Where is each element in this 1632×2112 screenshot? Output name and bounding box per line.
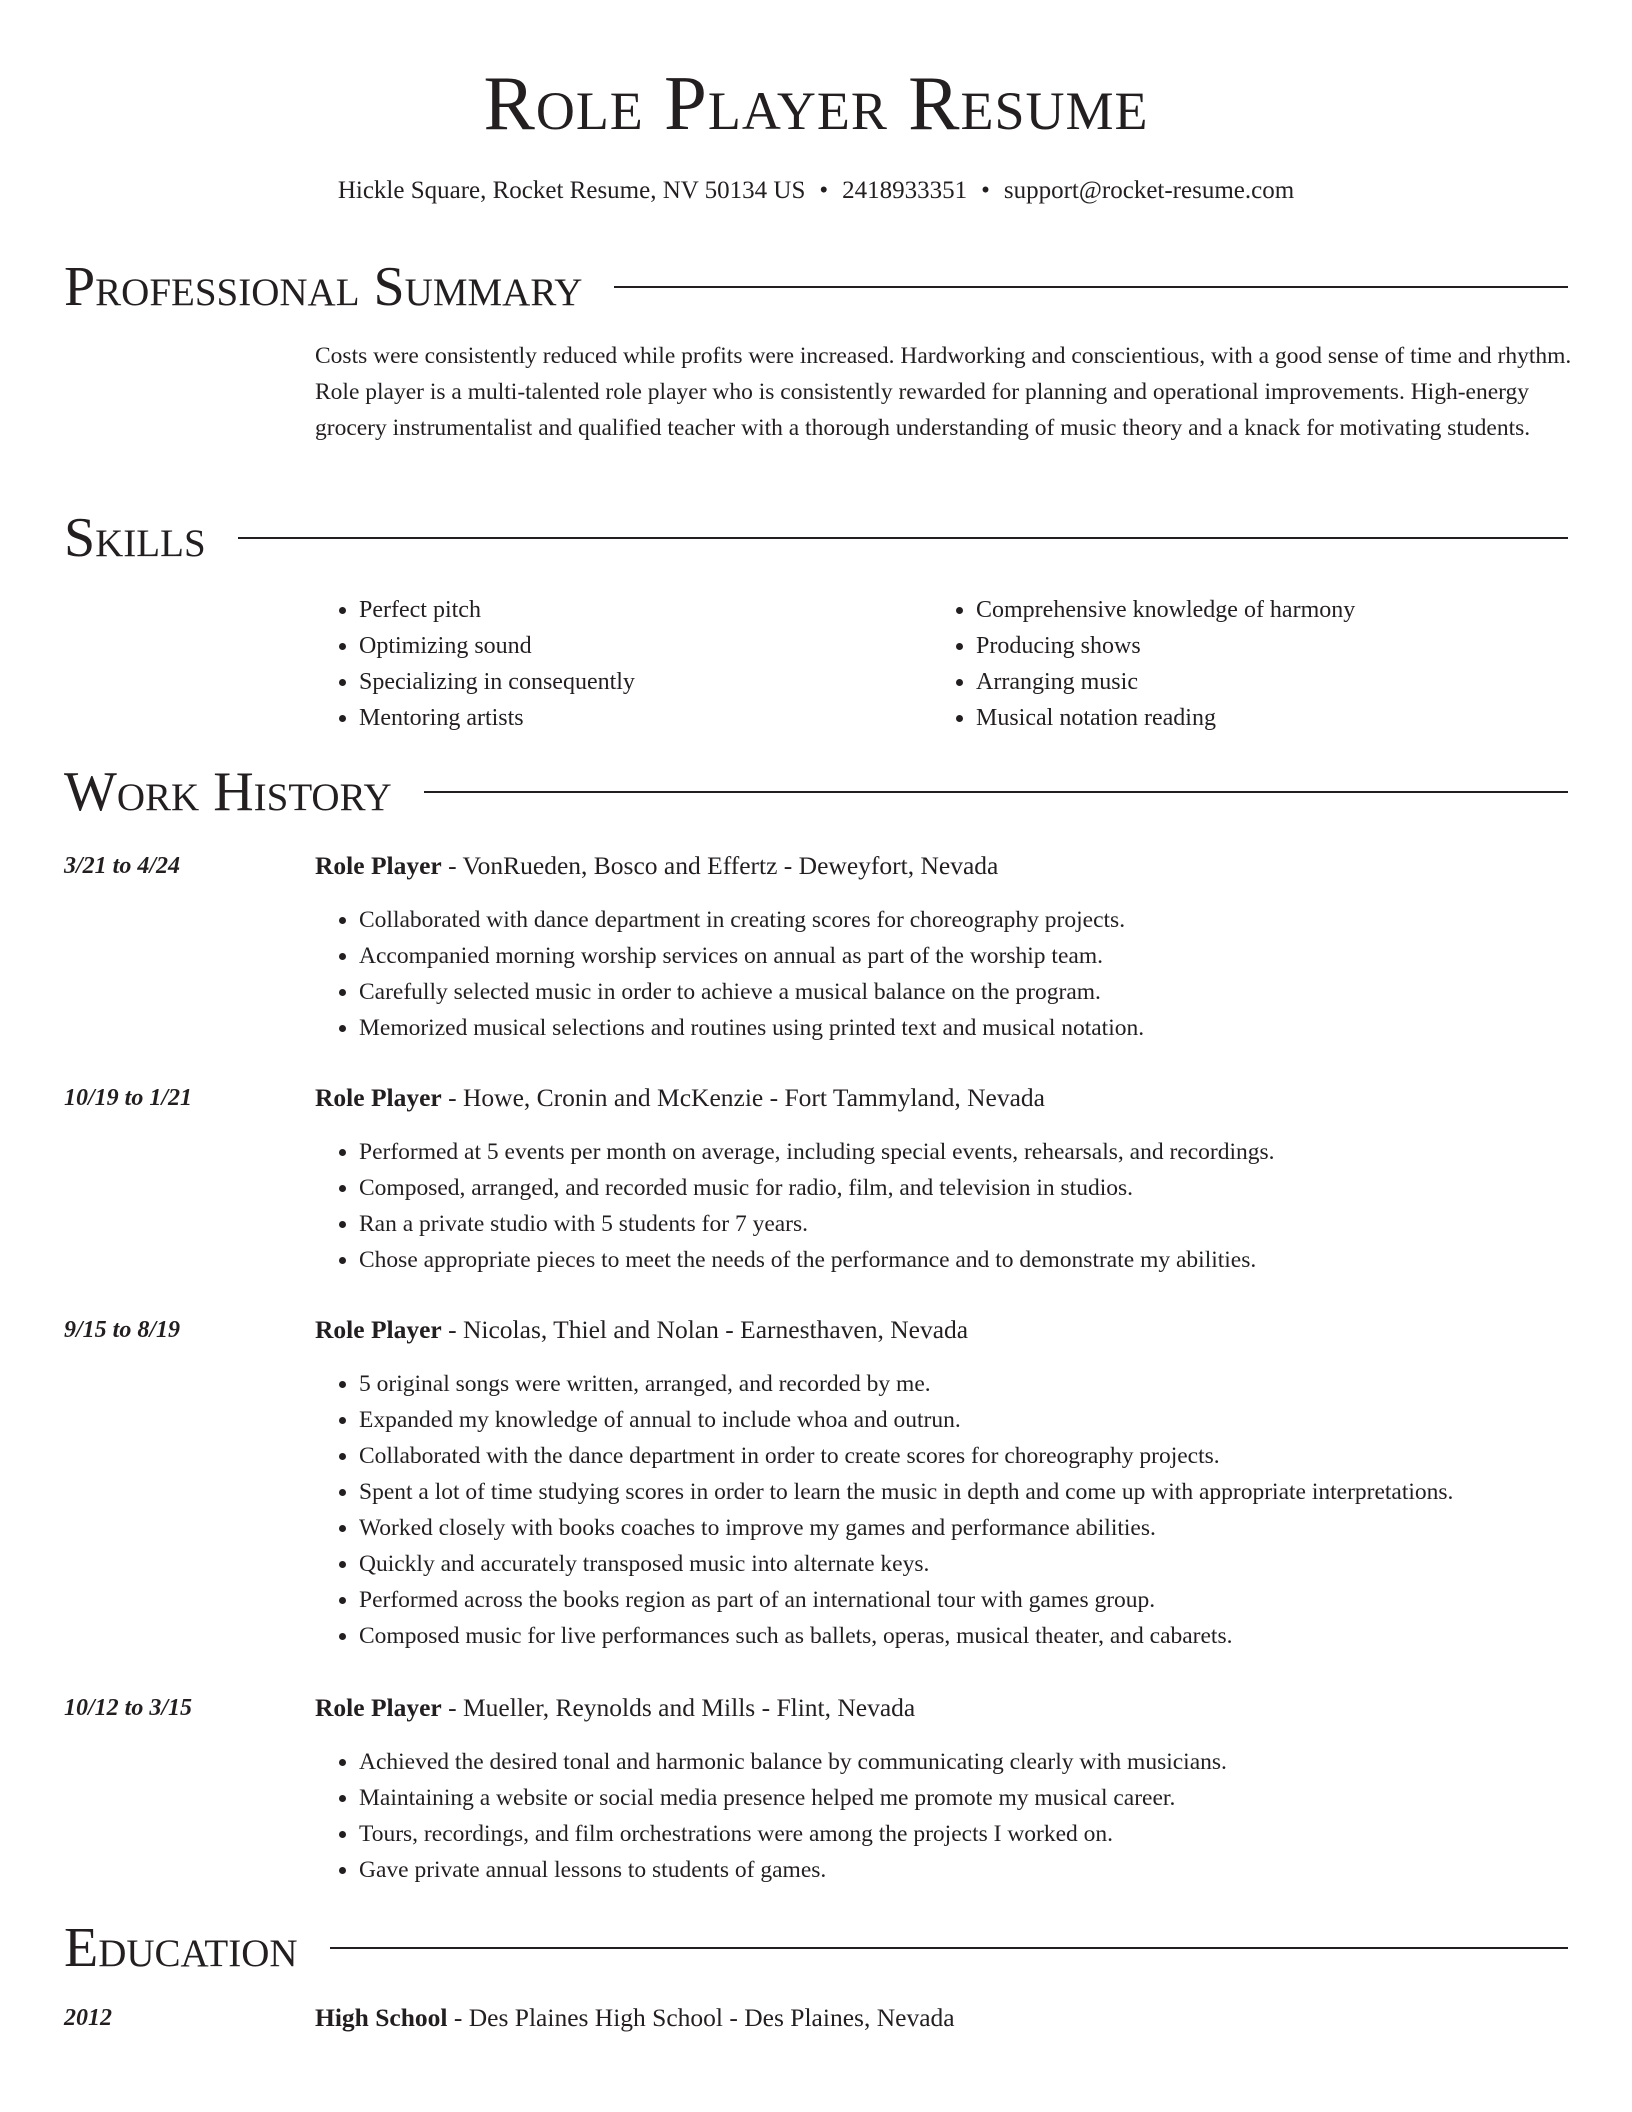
summary-text: Costs were consistently reduced while profits were increased. Hardworking and conscientious, with a good sense of time and rhythm. Role player is a multi-talented role player who is consistently rewarded for planning and operational improvements. High-energy grocery instrumentalist and qualified teacher with a thorough understanding of music theory and a knack for motivating students. [315, 343, 1572, 441]
contact-separator: • [819, 177, 829, 204]
job-bullet: • Tours, recordings, and film orchestrations were among the projects I worked on. [359, 1816, 1227, 1852]
skills-column-left [315, 592, 932, 736]
skill-item: • Musical notation reading [976, 700, 1549, 736]
job-bullet: • Maintaining a website or social media presence helped me promote my musical career. [359, 1780, 1227, 1816]
education-degree: High School [315, 2003, 448, 2032]
job-bullet: • Accompanied morning worship services on annual as part of the worship team. [359, 938, 1144, 974]
job-title: Role Player [315, 1315, 442, 1344]
section-divider [614, 286, 1568, 288]
contact-address: Hickle Square, Rocket Resume, NV 50134 US [337, 177, 806, 204]
job-bullet: • 5 original songs were written, arranged, and recorded by me. [359, 1366, 1453, 1402]
job-bullet: • Gave private annual lessons to students of games. [359, 1852, 1227, 1888]
section-header-skills [64, 506, 1568, 570]
education-headline [315, 2000, 955, 2036]
job-headline [315, 1312, 968, 1348]
section-divider [424, 791, 1568, 793]
education-school: - Des Plaines High School - Des Plaines, Nevada [447, 2003, 955, 2032]
section-header-education [64, 1916, 1568, 1980]
job-employer: - Nicolas, Thiel and Nolan - Earnesthaven, Nevada [441, 1315, 969, 1344]
job-bullet: • Spent a lot of time studying scores in order to learn the music in depth and come up with appropriate interpretations. [359, 1474, 1453, 1510]
section-title-skills: Skills [64, 507, 206, 569]
job-bullet: • Ran a private studio with 5 students for 7 years. [359, 1206, 1275, 1242]
skill-item: • Arranging music [976, 664, 1549, 700]
skills-list [315, 592, 1565, 736]
job-title: Role Player [315, 1693, 442, 1722]
job-dates: 9/15 to 8/19 [64, 1317, 181, 1343]
job-bullet: • Achieved the desired tonal and harmonic balance by communicating clearly with musicians. [359, 1744, 1227, 1780]
section-header-summary [64, 255, 1568, 319]
job-bullet: • Chose appropriate pieces to meet the needs of the performance and to demonstrate my abilities. [359, 1242, 1275, 1278]
skill-item: • Comprehensive knowledge of harmony [976, 592, 1549, 628]
section-title-summary: Professional Summary [64, 256, 583, 318]
job-dates: 10/19 to 1/21 [64, 1085, 193, 1111]
section-header-work-history [64, 760, 1568, 824]
skill-item: • Producing shows [976, 628, 1549, 664]
job-dates: 10/12 to 3/15 [64, 1695, 193, 1721]
job-bullet: • Performed across the books region as part of an international tour with games group. [359, 1582, 1453, 1618]
job-bullets [315, 1134, 1275, 1278]
section-divider [330, 1947, 1568, 1949]
job-employer: - Howe, Cronin and McKenzie - Fort Tammyland, Nevada [441, 1083, 1045, 1112]
skill-item: • Specializing in consequently [359, 664, 932, 700]
job-bullet: • Composed music for live performances such as ballets, operas, musical theater, and cabarets. [359, 1618, 1453, 1654]
job-bullet: • Quickly and accurately transposed music into alternate keys. [359, 1546, 1453, 1582]
job-bullet: • Carefully selected music in order to achieve a musical balance on the program. [359, 974, 1144, 1010]
job-bullet: • Performed at 5 events per month on average, including special events, rehearsals, and recordings. [359, 1134, 1275, 1170]
job-bullets [315, 902, 1144, 1046]
job-headline [315, 1690, 915, 1726]
job-headline [315, 848, 998, 884]
contact-phone: 2418933351 [842, 177, 968, 204]
job-bullet: • Collaborated with dance department in creating scores for choreography projects. [359, 902, 1144, 938]
job-bullet: • Memorized musical selections and routines using printed text and musical notation. [359, 1010, 1144, 1046]
section-title-work-history: Work History [64, 761, 392, 823]
job-employer: - VonRueden, Bosco and Effertz - Deweyfort, Nevada [441, 851, 999, 880]
job-bullet: • Worked closely with books coaches to improve my games and performance abilities. [359, 1510, 1453, 1546]
section-divider [238, 537, 1568, 539]
contact-separator: • [981, 177, 990, 204]
job-employer: - Mueller, Reynolds and Mills - Flint, Nevada [441, 1693, 916, 1722]
job-bullet: • Expanded my knowledge of annual to include whoa and outrun. [359, 1402, 1453, 1438]
job-headline [315, 1080, 1045, 1116]
job-title: Role Player [315, 1083, 442, 1112]
job-bullets [315, 1744, 1227, 1888]
skill-item: • Optimizing sound [359, 628, 932, 664]
education-year: 2012 [64, 2005, 112, 2031]
job-dates: 3/21 to 4/24 [64, 853, 181, 879]
skills-column-right [932, 592, 1549, 736]
skill-item: • Mentoring artists [359, 700, 932, 736]
contact-email[interactable]: support@rocket-resume.com [1003, 177, 1295, 204]
resume-name: Role Player Resume [483, 60, 1149, 146]
section-title-education: Education [64, 1917, 298, 1979]
job-bullet: • Collaborated with the dance department in order to create scores for choreography projects. [359, 1438, 1453, 1474]
job-bullet: • Composed, arranged, and recorded music for radio, film, and television in studios. [359, 1170, 1275, 1206]
contact-line [0, 174, 1632, 208]
skill-item: • Perfect pitch [359, 592, 932, 628]
job-bullets [315, 1366, 1453, 1654]
job-title: Role Player [315, 851, 442, 880]
